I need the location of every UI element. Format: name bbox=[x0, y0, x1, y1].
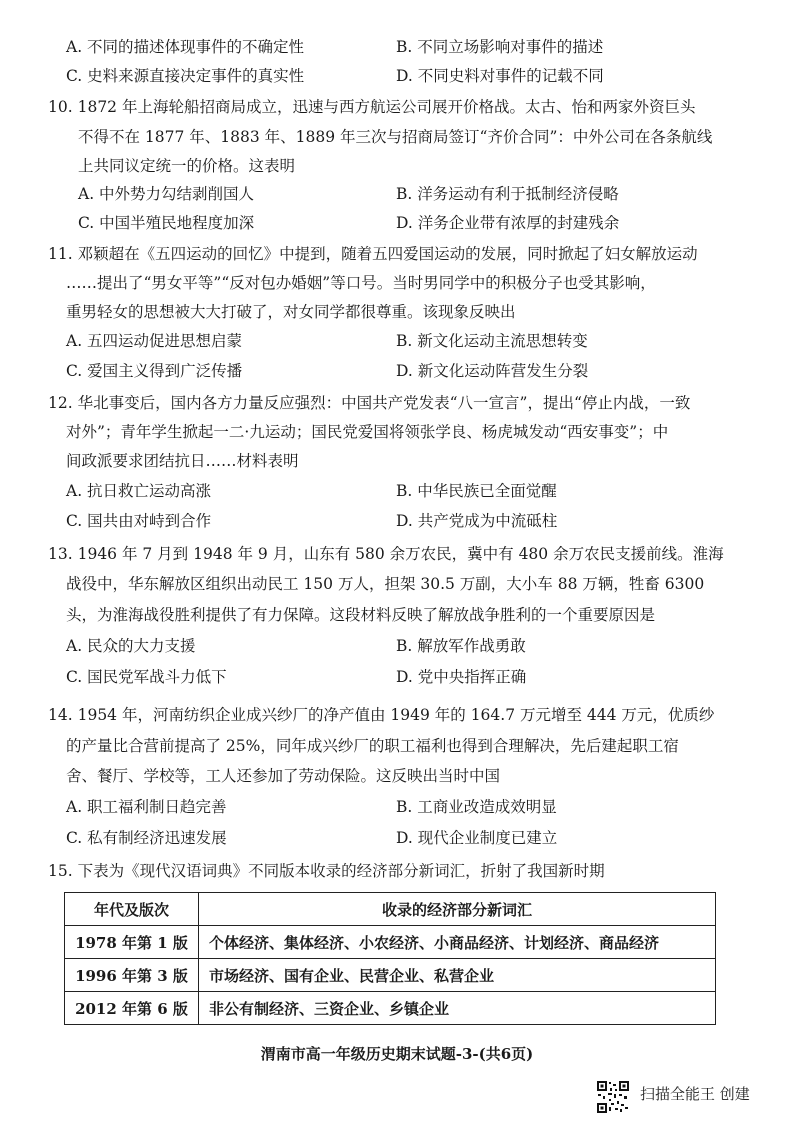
q10-stem-line-3: 上共同议定统一的价格。这表明 bbox=[78, 157, 296, 175]
q14-text-1: 1954 年，河南纺织企业成兴纱厂的净产值由 1949 年的 164.7 万元增至 444 万元，优质纱 bbox=[77, 706, 715, 724]
q12-text-1: 华北事变后，国内各方力量反应强烈：中国共产党发表“八一宣言”，提出“停止内战，一致 bbox=[77, 394, 691, 412]
q11-stem-line-2: ……提出了“男女平等”“反对包办婚姻”等口号。当时男同学中的积极分子也受其影响， bbox=[66, 274, 656, 292]
table-cell-words: 非公有制经济、三资企业、乡镇企业 bbox=[199, 992, 716, 1025]
q12-options-row-1 bbox=[0, 478, 794, 504]
q14-stem-line-2: 的产量比合营前提高了 25%，同年成兴纱厂的职工福利也得到合理解决，先后建起职工宿 bbox=[66, 737, 679, 755]
q9-option-c[interactable]: C. 史料来源直接决定事件的真实性 bbox=[66, 67, 305, 85]
q12-option-c[interactable]: C. 国共由对峙到合作 bbox=[66, 512, 212, 530]
q14-stem-line-3: 舍、餐厅、学校等，工人还参加了劳动保险。这反映出当时中国 bbox=[66, 767, 501, 785]
q12-number: 12. bbox=[48, 394, 73, 412]
q9-options-row-2 bbox=[0, 63, 794, 89]
q12-option-a[interactable]: A. 抗日救亡运动高涨 bbox=[66, 482, 212, 500]
q11-option-c[interactable]: C. 爱国主义得到广泛传播 bbox=[66, 362, 243, 380]
table-header-row bbox=[65, 893, 716, 926]
q10-stem-line-2: 不得不在 1877 年、1883 年、1889 年三次与招商局签订“齐价合同”：中外公司在各条航线 bbox=[78, 128, 713, 146]
table-cell-edition: 1996 年第 3 版 bbox=[65, 959, 199, 992]
q15-vocab-table bbox=[64, 892, 716, 1025]
q12-stem-line-3: 间政派要求团结抗日……材料表明 bbox=[66, 452, 299, 470]
q14-option-d[interactable]: D. 现代企业制度已建立 bbox=[396, 829, 558, 847]
q15-text: 下表为《现代汉语词典》不同版本收录的经济部分新词汇，折射了我国新时期 bbox=[77, 862, 605, 880]
q11-option-a[interactable]: A. 五四运动促进思想启蒙 bbox=[66, 332, 243, 350]
q13-text-1: 1946 年 7 月到 1948 年 9 月，山东有 580 余万农民，冀中有 480 余万农民支援前线。淮海 bbox=[77, 545, 724, 563]
q13-number: 13. bbox=[48, 545, 73, 563]
table-cell-edition: 1978 年第 1 版 bbox=[65, 926, 199, 959]
table-header-edition: 年代及版次 bbox=[65, 893, 199, 926]
q12-stem-line-1 bbox=[48, 390, 690, 416]
q9-option-d[interactable]: D. 不同史料对事件的记载不同 bbox=[396, 67, 604, 85]
q11-option-b[interactable]: B. 新文化运动主流思想转变 bbox=[396, 332, 588, 350]
q12-stem-line-2: 对外”；青年学生掀起一二·九运动；国民党爱国将领张学良、杨虎城发动“西安事变”；中 bbox=[66, 423, 669, 441]
q10-options-row-2 bbox=[0, 210, 794, 236]
q13-stem-line-3: 头，为淮海战役胜利提供了有力保障。这段材料反映了解放战争胜利的一个重要原因是 bbox=[66, 606, 656, 624]
q13-options-row-1 bbox=[0, 633, 794, 659]
table-row bbox=[65, 926, 716, 959]
q11-options-row-2 bbox=[0, 358, 794, 384]
q10-option-a[interactable]: A. 中外势力勾结剥削国人 bbox=[78, 185, 255, 203]
q11-options-row-1 bbox=[0, 328, 794, 354]
table-cell-words: 市场经济、国有企业、民营企业、私营企业 bbox=[199, 959, 716, 992]
q14-options-row-1 bbox=[0, 794, 794, 820]
q10-text-1: 1872 年上海轮船招商局成立，迅速与西方航运公司展开价格战。太古、怡和两家外资巨头 bbox=[77, 98, 696, 116]
q10-options-row-1 bbox=[0, 181, 794, 207]
q10-option-d[interactable]: D. 洋务企业带有浓厚的封建残余 bbox=[396, 214, 620, 232]
q10-number: 10. bbox=[48, 98, 73, 116]
table-row bbox=[65, 959, 716, 992]
q9-option-b[interactable]: B. 不同立场影响对事件的描述 bbox=[396, 38, 604, 56]
q11-stem-line-1 bbox=[48, 241, 698, 267]
q15-number: 15. bbox=[48, 862, 73, 880]
q11-text-1: 邓颖超在《五四运动的回忆》中提到，随着五四爱国运动的发展，同时掀起了妇女解放运动 bbox=[77, 245, 698, 263]
q14-number: 14. bbox=[48, 706, 73, 724]
q10-option-c[interactable]: C. 中国半殖民地程度加深 bbox=[78, 214, 255, 232]
q13-options-row-2 bbox=[0, 664, 794, 690]
q13-option-b[interactable]: B. 解放军作战勇敢 bbox=[396, 637, 526, 655]
q15-stem-line-1 bbox=[48, 858, 605, 884]
q11-option-d[interactable]: D. 新文化运动阵营发生分裂 bbox=[396, 362, 589, 380]
table-cell-edition: 2012 年第 6 版 bbox=[65, 992, 199, 1025]
q13-option-a[interactable]: A. 民众的大力支援 bbox=[66, 637, 196, 655]
q14-option-c[interactable]: C. 私有制经济迅速发展 bbox=[66, 829, 227, 847]
q12-option-b[interactable]: B. 中华民族已全面觉醒 bbox=[396, 482, 557, 500]
q14-options-row-2 bbox=[0, 825, 794, 851]
q9-option-a[interactable]: A. 不同的描述体现事件的不确定性 bbox=[66, 38, 305, 56]
q14-option-a[interactable]: A. 职工福利制日趋完善 bbox=[66, 798, 227, 816]
q13-option-d[interactable]: D. 党中央指挥正确 bbox=[396, 668, 527, 686]
table-cell-words: 个体经济、集体经济、小农经济、小商品经济、计划经济、商品经济 bbox=[199, 926, 716, 959]
page-footer: 渭南市高一年级历史期末试题-3-(共6页) bbox=[260, 1045, 534, 1063]
q10-option-b[interactable]: B. 洋务运动有利于抵制经济侵略 bbox=[396, 185, 619, 203]
q12-options-row-2 bbox=[0, 508, 794, 534]
q11-stem-line-3: 重男轻女的思想被大大打破了，对女同学都很尊重。该现象反映出 bbox=[66, 303, 516, 321]
q11-number: 11. bbox=[48, 245, 73, 263]
table-header-words: 收录的经济部分新词汇 bbox=[199, 893, 716, 926]
qr-code-icon bbox=[596, 1080, 630, 1114]
q10-stem-line-1 bbox=[48, 94, 695, 120]
q9-options-row-1 bbox=[0, 34, 794, 60]
q14-option-b[interactable]: B. 工商业改造成效明显 bbox=[396, 798, 557, 816]
q12-option-d[interactable]: D. 共产党成为中流砥柱 bbox=[396, 512, 558, 530]
q13-stem-line-1 bbox=[48, 541, 724, 567]
scanner-watermark: 扫描全能王 创建 bbox=[640, 1085, 750, 1103]
q13-stem-line-2: 战役中，华东解放区组织出动民工 150 万人，担架 30.5 万副，大小车 88 万辆，牲畜 6300 bbox=[66, 575, 705, 593]
q14-stem-line-1 bbox=[48, 702, 714, 728]
table-row bbox=[65, 992, 716, 1025]
q13-option-c[interactable]: C. 国民党军战斗力低下 bbox=[66, 668, 227, 686]
